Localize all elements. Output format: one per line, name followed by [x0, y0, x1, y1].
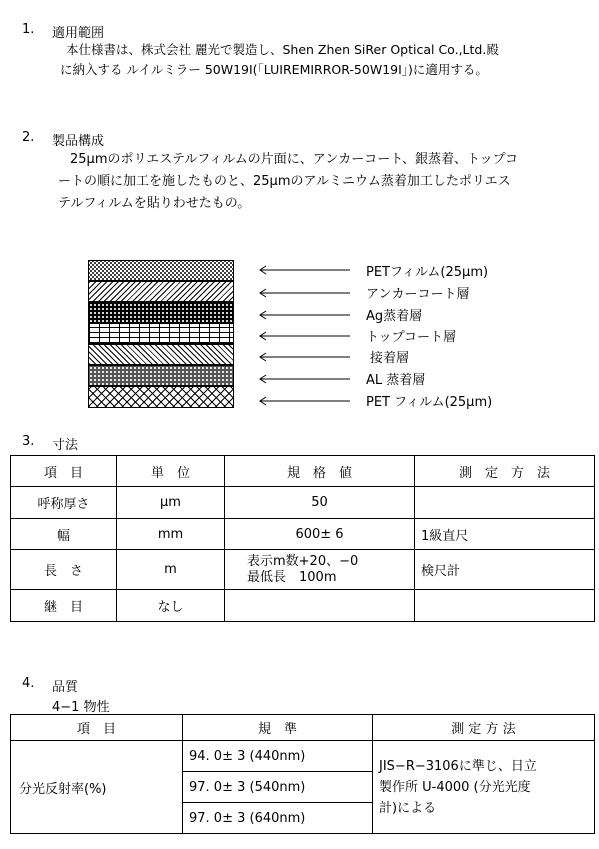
- layer-top-coat: [88, 323, 234, 344]
- sec1-title: 適用範囲: [52, 26, 105, 41]
- row-unit: μm: [117, 487, 225, 519]
- table-row: [11, 741, 595, 772]
- row-method: [415, 590, 595, 622]
- sec2-line2: ートの順に加工を施したものと、25μmのアルミニウム蒸着加工したポリエス: [58, 174, 511, 189]
- header-item: 項 目: [11, 456, 117, 487]
- table-header-row: [11, 715, 595, 741]
- layer-label-pet-top: PETフィルム(25μm): [366, 265, 489, 280]
- arrow-left-icon: [258, 374, 350, 384]
- layer-label-pet-bottom: PET フィルム(25μm): [366, 395, 493, 410]
- row-spec: [225, 590, 415, 622]
- layer-pet-top: [88, 260, 234, 281]
- spec-440nm: 94. 0± 3 (440nm): [183, 741, 373, 772]
- layer-label-ag: Ag蒸着層: [366, 309, 423, 324]
- arrow-left-icon: [258, 288, 350, 298]
- sec1-line1: 本仕様書は、株式会社 麗光で製造し、Shen Zhen SiRer Optical Co.,Ltd.殿: [66, 42, 499, 57]
- row-item: 呼称厚さ: [11, 487, 117, 519]
- row-unit: なし: [117, 590, 225, 622]
- header-unit: 単 位: [117, 456, 225, 487]
- row-item: 長 さ: [11, 550, 117, 590]
- layer-label-top-coat: トップコート層: [366, 330, 456, 345]
- row-spec: [225, 550, 415, 590]
- header-method: 測 定 方 法: [415, 456, 595, 487]
- table-row: [11, 550, 595, 590]
- table-row: [11, 519, 595, 550]
- arrow-left-icon: [258, 331, 350, 341]
- arrow-left-icon: [258, 265, 350, 275]
- row-spec: 50: [225, 487, 415, 519]
- arrow-left-icon: [258, 352, 350, 362]
- header-item: 項 目: [11, 715, 183, 741]
- sec2-number: 2.: [22, 130, 35, 145]
- layer-al-deposit: [88, 365, 234, 386]
- layer-pet-bottom: [88, 386, 234, 408]
- row-method: [415, 487, 595, 519]
- sec4-title: 品質: [52, 680, 79, 695]
- layer-anchor-coat: [88, 281, 234, 302]
- row-unit: m: [117, 550, 225, 590]
- header-standard: 規 準: [183, 715, 373, 741]
- row-item: 継 目: [11, 590, 117, 622]
- row-method: [373, 741, 595, 834]
- dimensions-table: [10, 455, 595, 622]
- sec3-title: 寸法: [52, 438, 79, 453]
- row-spec-line2: 最低長 100m: [247, 569, 337, 585]
- sec2-title: 製品構成: [52, 134, 105, 149]
- layer-label-al: AL 蒸着層: [366, 373, 426, 388]
- row-item: 分光反射率(%): [11, 741, 183, 834]
- spec-640nm: 97. 0± 3 (640nm): [183, 803, 373, 834]
- sec4-number: 4.: [22, 676, 35, 691]
- table-row: [11, 487, 595, 519]
- layer-label-anchor-coat: アンカーコート層: [366, 287, 470, 302]
- method-line2: 製作所 U-4000 (分光光度: [379, 779, 531, 795]
- row-method: 検尺計: [415, 550, 595, 590]
- table-row: [11, 590, 595, 622]
- row-method: 1級直尺: [415, 519, 595, 550]
- sec1-number: 1.: [22, 22, 35, 37]
- sec2-line3: テルフィルムを貼りわせたもの。: [58, 196, 251, 211]
- sec2-line1: 25μmのポリエステルフィルムの片面に、アンカーコート、銀蒸着、トップコ: [70, 152, 519, 167]
- arrow-left-icon: [258, 396, 350, 406]
- sec4-subtitle: 4−1 物性: [52, 700, 110, 715]
- row-spec-line1: 表示m数+20、−0: [247, 553, 359, 569]
- sec1-line2: に納入する ルイルミラー 50W19I(「LUIREMIRROR-50W19I」)に適用する。: [60, 62, 488, 77]
- row-item: 幅: [11, 519, 117, 550]
- layer-adhesive: [88, 344, 234, 365]
- method-line1: JIS−R−3106に準じ、日立: [379, 758, 537, 774]
- header-method: 測 定 方 法: [373, 715, 595, 741]
- table-header-row: [11, 456, 595, 487]
- row-unit: mm: [117, 519, 225, 550]
- header-spec: 規 格 値: [225, 456, 415, 487]
- method-line3: 計)による: [379, 800, 437, 816]
- arrow-left-icon: [258, 310, 350, 320]
- spec-540nm: 97. 0± 3 (540nm): [183, 772, 373, 803]
- quality-table: [10, 714, 595, 834]
- layer-label-adhesive: 接着層: [370, 351, 410, 366]
- sec3-number: 3.: [22, 434, 35, 449]
- row-spec: 600± 6: [225, 519, 415, 550]
- layer-ag-deposit: [88, 302, 234, 323]
